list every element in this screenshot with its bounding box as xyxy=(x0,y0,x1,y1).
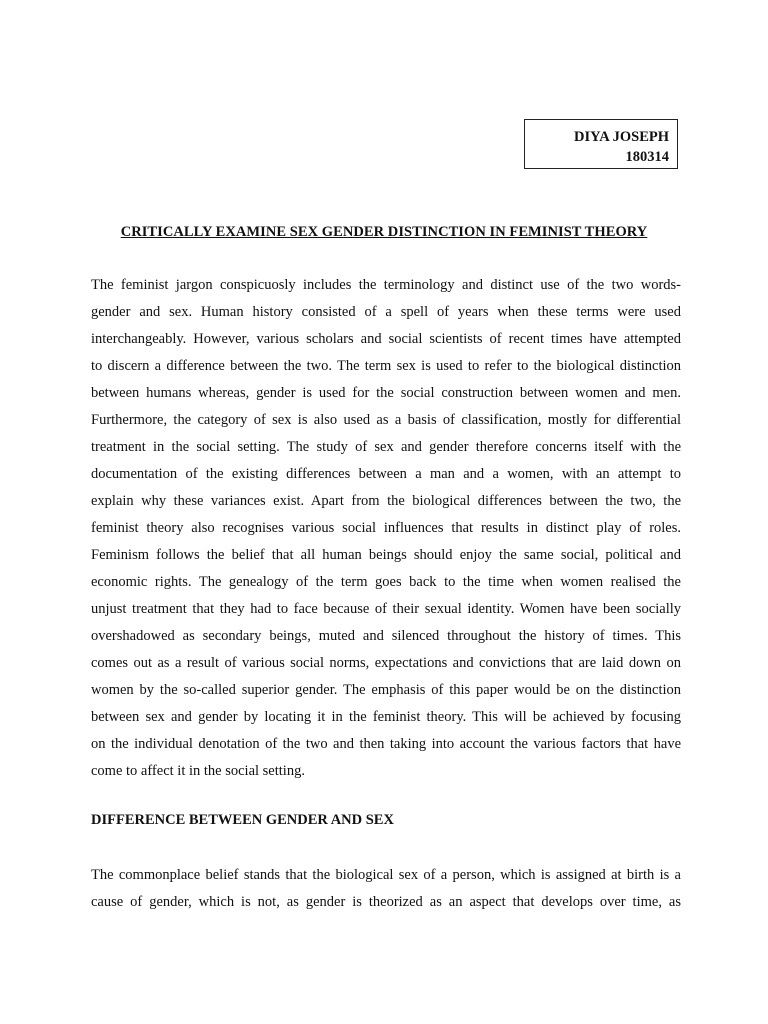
author-box xyxy=(524,119,678,169)
paragraph-line: Furthermore, the category of sex is also used as a basis of classification, mostly for differential xyxy=(91,412,681,428)
paragraph-line: between humans whereas, gender is used for the social construction between women and men. xyxy=(91,385,681,401)
paragraph-line: The commonplace belief stands that the biological sex of a person, which is assigned at birth is a xyxy=(91,867,681,883)
paragraph-line: interchangeably. However, various scholars and social scientists of recent times have attempted xyxy=(91,331,681,347)
paragraph-line: women by the so-called superior gender. The emphasis of this paper would be on the distinction xyxy=(91,682,681,698)
paragraph-line: come to affect it in the social setting. xyxy=(91,763,305,779)
paragraph-line: explain why these variances exist. Apart from the biological differences between the two, the xyxy=(91,493,681,509)
paragraph-line: on the individual denotation of the two and then taking into account the various factors that have xyxy=(91,736,681,752)
paragraph-line: feminist theory also recognises various social influences that results in distinct play of roles. xyxy=(91,520,681,536)
paragraph-line: overshadowed as secondary beings, muted and silenced throughout the history of times. This xyxy=(91,628,681,644)
paragraph-line: economic rights. The genealogy of the term goes back to the time when women realised the xyxy=(91,574,681,590)
section-paragraph xyxy=(91,862,681,916)
paragraph-line: gender and sex. Human history consisted of a spell of years when these terms were used xyxy=(91,304,681,320)
paragraph-line: unjust treatment that they had to face because of their sexual identity. Women have been socially xyxy=(91,601,681,617)
paragraph-line: to discern a difference between the two. The term sex is used to refer to the biological distinction xyxy=(91,358,681,374)
author-name: DIYA JOSEPH xyxy=(574,129,669,145)
section-heading: DIFFERENCE BETWEEN GENDER AND SEX xyxy=(91,812,394,828)
intro-paragraph xyxy=(91,272,681,785)
document-title: CRITICALLY EXAMINE SEX GENDER DISTINCTION IN FEMINIST THEORY xyxy=(120,224,648,240)
paragraph-line: between sex and gender by locating it in the feminist theory. This will be achieved by focusing xyxy=(91,709,681,725)
paragraph-line: The feminist jargon conspicuosly includes the terminology and distinct use of the two words- xyxy=(91,277,681,293)
paragraph-line: cause of gender, which is not, as gender is theorized as an aspect that develops over time, as xyxy=(91,894,681,910)
paragraph-line: comes out as a result of various social norms, expectations and convictions that are laid down on xyxy=(91,655,681,671)
author-id: 180314 xyxy=(625,149,669,165)
paragraph-line: documentation of the existing differences between a man and a women, with an attempt to xyxy=(91,466,681,482)
paragraph-line: Feminism follows the belief that all human beings should enjoy the same social, political and xyxy=(91,547,681,563)
paragraph-line: treatment in the social setting. The study of sex and gender therefore concerns itself with the xyxy=(91,439,681,455)
